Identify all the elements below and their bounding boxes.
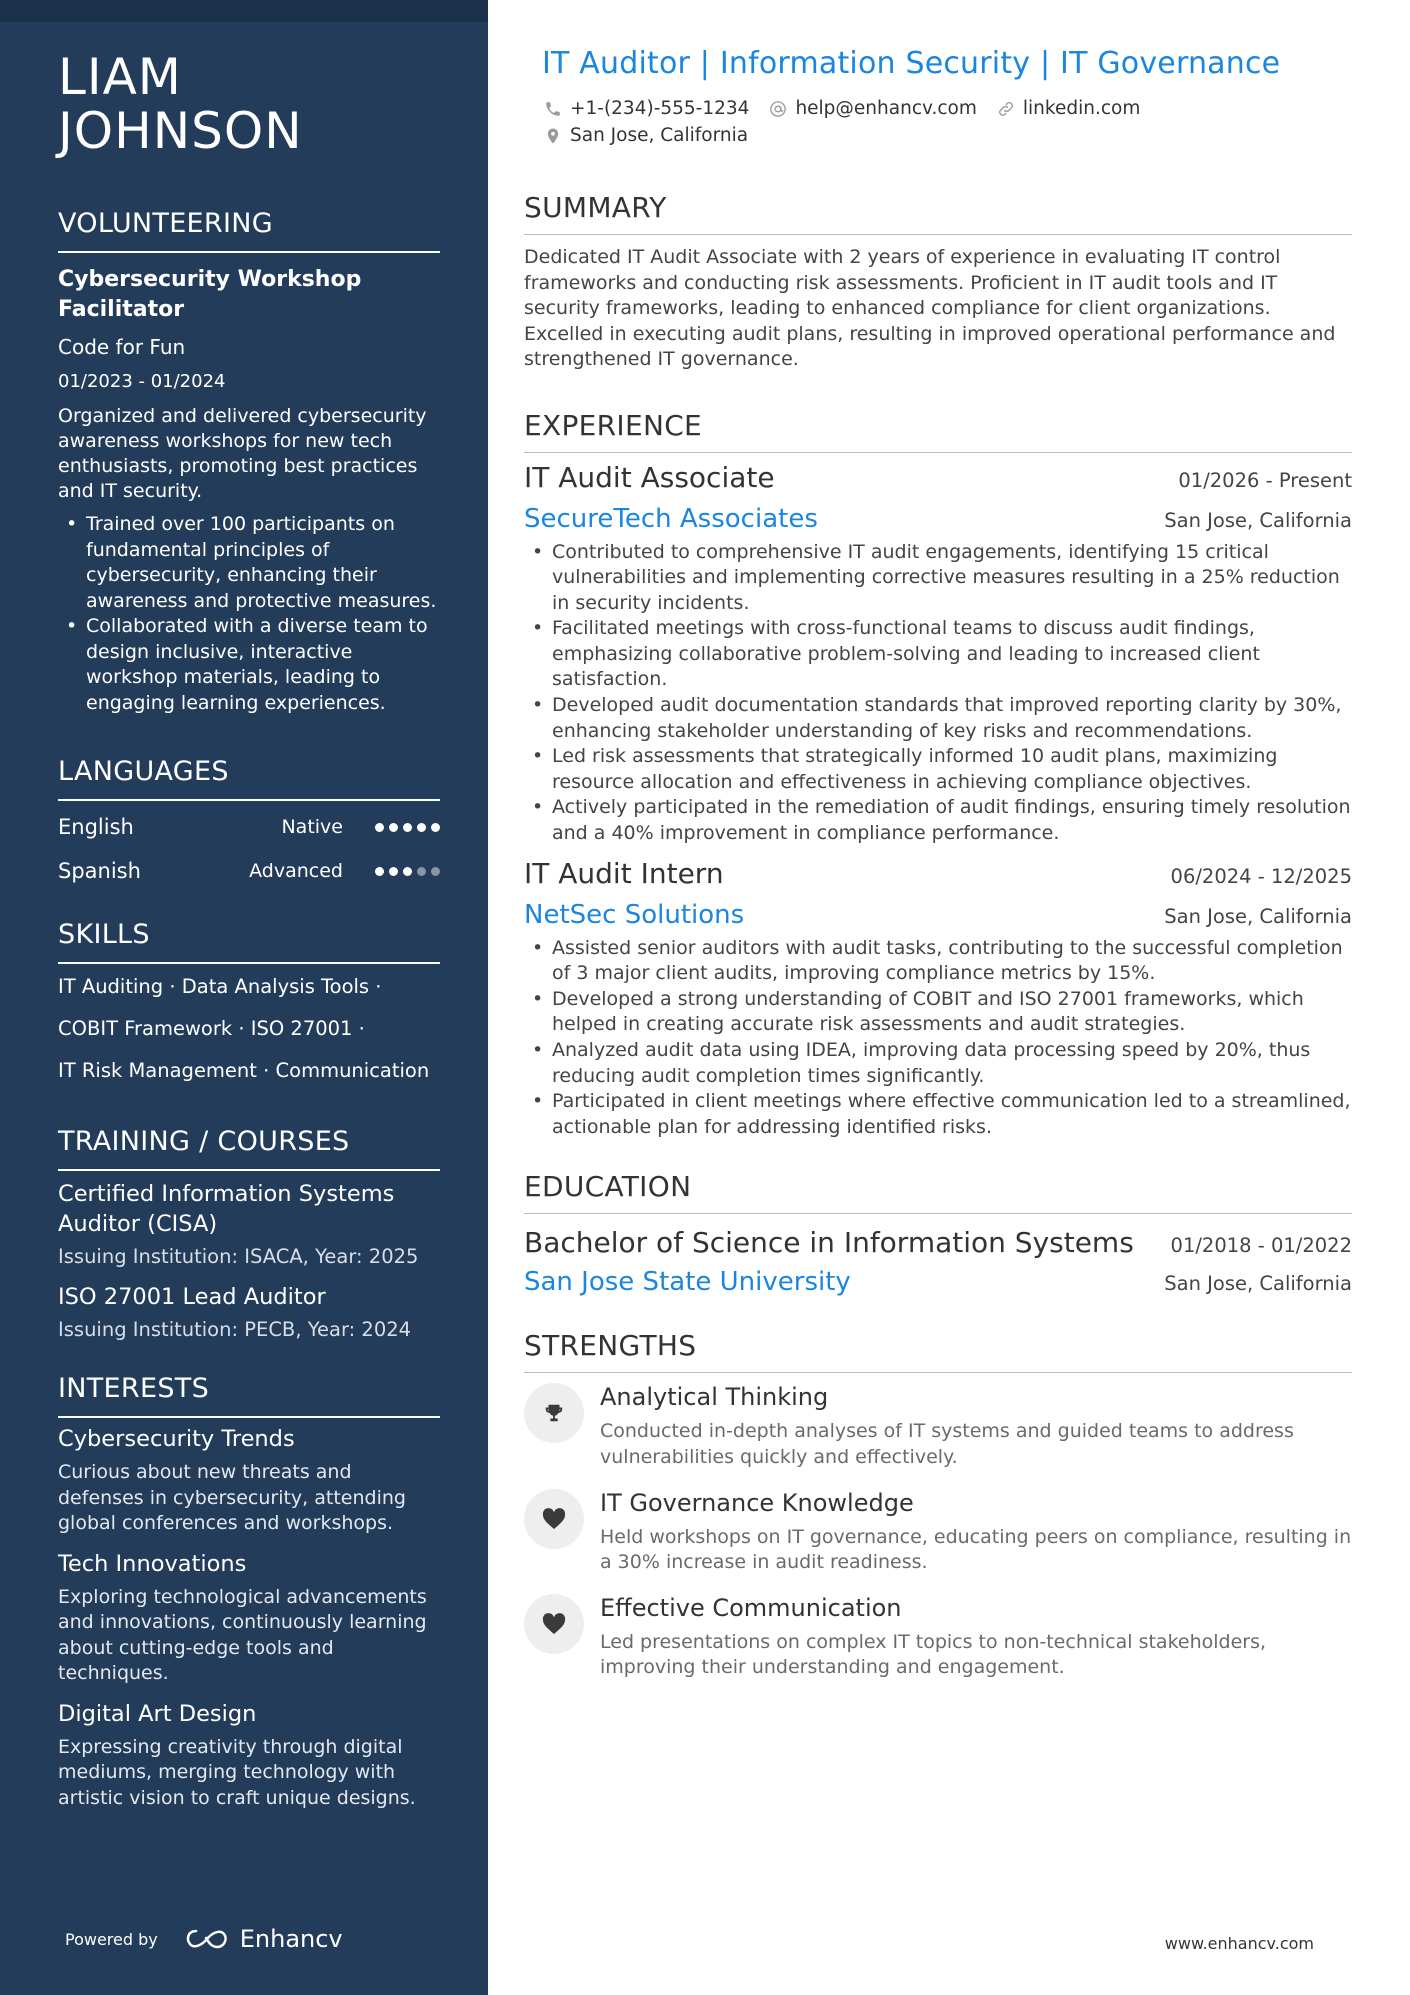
- location-text: San Jose, California: [570, 125, 749, 146]
- sidebar: [0, 0, 488, 1995]
- language-row: [58, 805, 440, 849]
- rating-dot: [431, 867, 440, 876]
- name-last: JOHNSON: [58, 102, 303, 160]
- language-name: English: [58, 815, 134, 839]
- strength-body: [600, 1594, 1352, 1681]
- experience-section: [524, 409, 1352, 1141]
- job-bullet: • Assisted senior auditors with audit tasks, contributing to the successful completion of 3 major client audits, improving compliance metrics by 15%.: [552, 936, 1352, 987]
- contact-location: [544, 125, 748, 146]
- summary-section: [524, 191, 1352, 373]
- rating-dot: [417, 867, 426, 876]
- strengths-heading: STRENGTHS: [524, 1329, 1352, 1373]
- volunteering-bullets: [58, 512, 440, 716]
- main-content: [524, 0, 1352, 1681]
- enhancv-logo[interactable]: [184, 1925, 343, 1953]
- headline: IT Auditor | Information Security | IT Governance: [542, 46, 1281, 81]
- job-entry: [524, 857, 1352, 1141]
- location-pin-icon: [544, 126, 562, 146]
- rating-dot: [431, 823, 440, 832]
- language-level: Native: [281, 816, 343, 838]
- volunteering-heading: VOLUNTEERING: [58, 208, 440, 253]
- skills-line: IT Risk Management · Communication: [58, 1059, 430, 1082]
- strength-item: [524, 1594, 1352, 1681]
- sidebar-top-bar: [0, 0, 488, 22]
- job-bullet: • Developed a strong understanding of COBIT and ISO 27001 frameworks, which helped in creating accurate risk assessments and audit strategies.: [552, 987, 1352, 1038]
- strength-icon-circle: [524, 1594, 584, 1654]
- enhancv-brand: Enhancv: [239, 1925, 343, 1953]
- education-section: [524, 1170, 1352, 1297]
- strength-body: [600, 1489, 1352, 1576]
- volunteering-org: Code for Fun: [58, 335, 186, 359]
- job-subheader: [524, 504, 1352, 534]
- linkedin-text: linkedin.com: [1022, 98, 1141, 119]
- rating-dot: [375, 823, 384, 832]
- strength-body: [600, 1383, 1352, 1470]
- language-rating: [375, 823, 440, 832]
- contact-info: [544, 95, 1352, 149]
- strength-description: Led presentations on complex IT topics to non-technical stakeholders, improving their understanding and engagement.: [600, 1630, 1267, 1679]
- languages-heading: LANGUAGES: [58, 756, 440, 801]
- education-heading: EDUCATION: [524, 1170, 1352, 1214]
- phone-text: +1-(234)-555-1234: [570, 98, 750, 119]
- powered-by-label: Powered by: [65, 1929, 158, 1949]
- volunteering-title: Cybersecurity Workshop Facilitator: [58, 267, 362, 322]
- summary-text: Dedicated IT Audit Associate with 2 years of experience in evaluating IT control frameworks and conducting risk assessments. Proficient in IT audit tools and IT security frameworks, leading to enhanced compliance for client organizations. Excelled in executing audit plans, resulting in improved operational performance and strengthened IT governance.: [524, 246, 1336, 370]
- skills-line: COBIT Framework · ISO 27001 ·: [58, 1017, 365, 1040]
- language-rating: [375, 867, 440, 876]
- rating-dot: [375, 867, 384, 876]
- training-heading: TRAINING / COURSES: [58, 1126, 440, 1171]
- job-entry: [524, 461, 1352, 847]
- training-section: [58, 1126, 440, 1341]
- experience-heading: EXPERIENCE: [524, 409, 1352, 453]
- contact-email[interactable]: [769, 98, 976, 119]
- volunteering-bullet: • Trained over 100 participants on fundamental principles of cybersecurity, enhancing their awareness and protective measures.: [86, 512, 440, 614]
- strength-description: Conducted in-depth analyses of IT systems and guided teams to address vulnerabilities quickly and effectively.: [600, 1420, 1294, 1468]
- heart-icon: [542, 1613, 566, 1635]
- powered-by: [65, 1925, 343, 1953]
- skills-heading: SKILLS: [58, 919, 440, 964]
- education-subheader: [524, 1267, 1352, 1297]
- strength-title: Analytical Thinking: [600, 1383, 829, 1412]
- at-icon: [769, 100, 787, 118]
- course-title: Certified Information Systems Auditor (CISA): [58, 1181, 395, 1237]
- job-header: [524, 857, 1352, 890]
- interest-title: Digital Art Design: [58, 1700, 257, 1727]
- interest-description: Expressing creativity through digital mediums, merging technology with artistic vision to craft unique designs.: [58, 1735, 416, 1809]
- strength-title: Effective Communication: [600, 1593, 902, 1622]
- rating-dot: [389, 867, 398, 876]
- job-company[interactable]: SecureTech Associates: [524, 503, 818, 534]
- job-bullet: • Contributed to comprehensive IT audit engagements, identifying 15 critical vulnerabilities and implementing corrective measures resulting in a 25% reduction in security incidents.: [552, 540, 1352, 617]
- language-level: Advanced: [249, 860, 343, 882]
- rating-dot: [403, 867, 412, 876]
- job-bullet: • Led risk assessments that strategically informed 10 audit plans, maximizing resource allocation and effectiveness in achieving compliance objectives.: [552, 744, 1352, 795]
- name-first: LIAM: [58, 48, 182, 106]
- education-date: 01/2018 - 01/2022: [1170, 1234, 1352, 1258]
- strengths-section: [524, 1329, 1352, 1681]
- candidate-name: [58, 50, 440, 158]
- interests-heading: INTERESTS: [58, 1373, 440, 1418]
- strength-icon-circle: [524, 1489, 584, 1549]
- job-location: San Jose, California: [1164, 904, 1352, 928]
- skills-line: IT Auditing · Data Analysis Tools ·: [58, 975, 382, 998]
- job-title: IT Audit Intern: [524, 856, 724, 890]
- link-icon: [997, 100, 1015, 118]
- job-bullet: • Facilitated meetings with cross-functional teams to discuss audit findings, emphasizing collaborative problem-solving and leading to increased client satisfaction.: [552, 616, 1352, 693]
- education-degree: Bachelor of Science in Information Systems: [524, 1226, 1134, 1260]
- language-name: Spanish: [58, 859, 141, 883]
- interest-description: Curious about new threats and defenses in cybersecurity, attending global conferences and workshops.: [58, 1461, 406, 1534]
- rating-dot: [403, 823, 412, 832]
- education-school[interactable]: San Jose State University: [524, 1267, 851, 1298]
- strength-description: Held workshops on IT governance, educating peers on compliance, resulting in a 30% increase in audit readiness.: [600, 1525, 1352, 1574]
- job-header: [524, 461, 1352, 494]
- interest-title: Cybersecurity Trends: [58, 1426, 295, 1452]
- rating-dot: [389, 823, 398, 832]
- strength-item: [524, 1489, 1352, 1576]
- trophy-icon: [543, 1402, 565, 1424]
- job-bullets: [524, 540, 1352, 847]
- job-title: IT Audit Associate: [524, 460, 775, 494]
- job-bullets: [524, 936, 1352, 1141]
- volunteering-date: 01/2023 - 01/2024: [58, 371, 226, 392]
- course-meta: Issuing Institution: PECB, Year: 2024: [58, 1318, 412, 1341]
- job-bullet: • Actively participated in the remediation of audit findings, ensuring timely resolution and a 40% improvement in compliance performance.: [552, 795, 1352, 846]
- phone-icon: [544, 100, 562, 118]
- volunteering-bullet: • Collaborated with a diverse team to design inclusive, interactive workshop materials, leading to engaging learning experiences.: [86, 614, 440, 716]
- job-date: 01/2026 - Present: [1178, 468, 1352, 492]
- education-location: San Jose, California: [1164, 1272, 1352, 1296]
- strength-title: IT Governance Knowledge: [600, 1488, 914, 1517]
- summary-heading: SUMMARY: [524, 191, 1352, 235]
- volunteering-section: [58, 208, 440, 716]
- email-text: help@enhancv.com: [795, 98, 977, 119]
- course-meta: Issuing Institution: ISACA, Year: 2025: [58, 1245, 419, 1268]
- skills-section: [58, 919, 440, 1092]
- interest-description: Exploring technological advancements and innovations, continuously learning about cutting-edge tools and techniques.: [58, 1585, 427, 1684]
- strength-item: [524, 1383, 1352, 1470]
- rating-dot: [417, 823, 426, 832]
- volunteering-description: Organized and delivered cybersecurity awareness workshops for new tech enthusiasts, promoting best practices and IT security.: [58, 405, 427, 502]
- enhancv-logo-icon: [184, 1927, 230, 1951]
- job-company[interactable]: NetSec Solutions: [524, 899, 745, 930]
- job-subheader: [524, 900, 1352, 930]
- education-header: [524, 1226, 1352, 1259]
- job-bullet: • Developed audit documentation standards that improved reporting clarity by 30%, enhancing stakeholder understanding of key risks and recommendations.: [552, 693, 1352, 744]
- contact-phone[interactable]: [544, 98, 749, 119]
- job-date: 06/2024 - 12/2025: [1170, 864, 1352, 888]
- footer-url[interactable]: www.enhancv.com: [1164, 1934, 1314, 1953]
- heart-icon: [542, 1508, 566, 1530]
- job-location: San Jose, California: [1164, 508, 1352, 532]
- contact-row: [544, 122, 1352, 149]
- interests-section: [58, 1373, 440, 1811]
- language-row: [58, 849, 440, 893]
- job-bullet: • Participated in client meetings where effective communication led to a streamlined, actionable plan for addressing identified risks.: [552, 1089, 1352, 1140]
- strength-icon-circle: [524, 1383, 584, 1443]
- contact-linkedin[interactable]: [997, 98, 1140, 119]
- course-title: ISO 27001 Lead Auditor: [58, 1284, 326, 1310]
- job-bullet: • Analyzed audit data using IDEA, improving data processing speed by 20%, thus reducing audit completion times significantly.: [552, 1038, 1352, 1089]
- languages-section: [58, 756, 440, 893]
- contact-row: [544, 95, 1352, 122]
- interest-title: Tech Innovations: [58, 1550, 247, 1577]
